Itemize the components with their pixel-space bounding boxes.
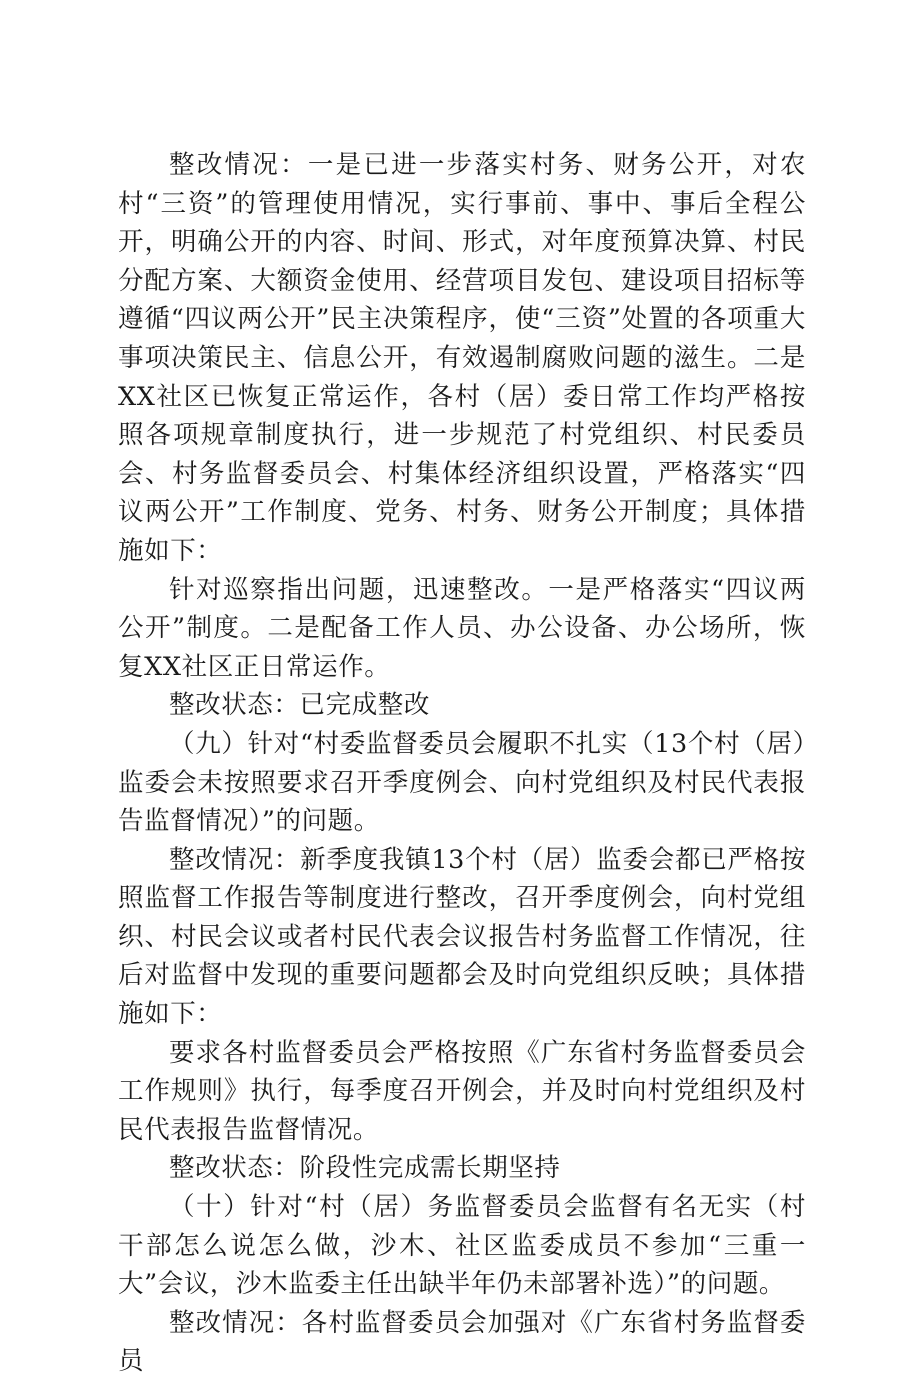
paragraph-rectification-status-detail-10: 整改情况：各村监督委员会加强对《广东省村务监督委员 — [118, 1307, 806, 1377]
paragraph-rectification-status-detail-9: 整改情况：新季度我镇13个村（居）监委会都已严格按照监督工作报告等制度进行整改，召开季度例会，向村党组织、村民会议或者村民代表会议报告村务监督工作情况，往后对监督中发现的重要问题都会及时向党组织反映；具体措施如下： — [118, 844, 806, 1030]
paragraph-measures-1: 针对巡察指出问题，迅速整改。一是严格落实“四议两公开”制度。二是配备工作人员、办公设备、办公场所，恢复XX社区正日常运作。 — [118, 574, 806, 682]
paragraph-status-1: 整改状态：已完成整改 — [169, 690, 431, 721]
paragraph-issue-9: （九）针对“村委监督委员会履职不扎实（13个村（居）监委会未按照要求召开季度例会、向村党组织及村民代表报告监督情况）”的问题。 — [118, 728, 806, 837]
paragraph-rectification-status-detail-1: 整改情况：一是已进一步落实村务、财务公开，对农村“三资”的管理使用情况，实行事前、事中、事后全程公开，明确公开的内容、时间、形式，对年度预算决算、村民分配方案、大额资金使用、经营项目发包、建设项目招标等遵循“四议两公开”民主决策程序，使“三资”处置的各项重大事项决策民主、信息公开，有效遏制腐败问题的滋生。二是XX社区已恢复正常运作，各村（居）委日常工作均严格按照各项规章制度执行，进一步规范了村党组织、村民委员会、村务监督委员会、村集体经济组织设置，严格落实“四议两公开”工作制度、党务、村务、财务公开制度；具体措施如下： — [118, 150, 806, 566]
paragraph-issue-10: （十）针对“村（居）务监督委员会监督有名无实（村干部怎么说怎么做，沙木、社区监委成员不参加“三重一大”会议，沙木监委主任出缺半年仍未部署补选）”的问题。 — [118, 1192, 806, 1300]
document-body — [118, 146, 806, 1381]
paragraph-measures-9: 要求各村监督委员会严格按照《广东省村务监督委员会工作规则》执行，每季度召开例会，并及时向村党组织及村民代表报告监督情况。 — [118, 1037, 806, 1145]
paragraph-status-9: 整改状态：阶段性完成需长期坚持 — [169, 1153, 561, 1184]
